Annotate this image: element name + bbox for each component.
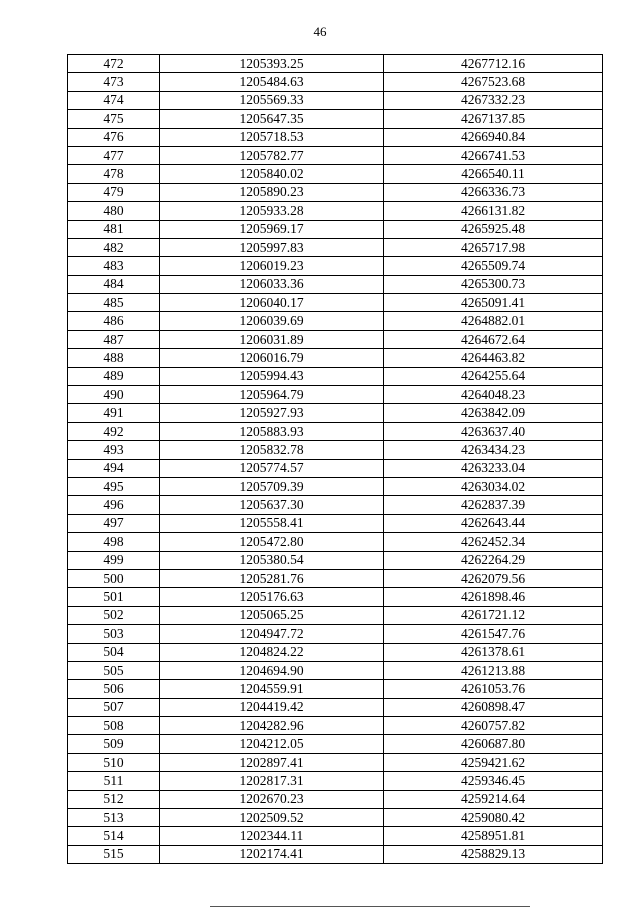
x-coordinate-cell: 1205774.57 — [160, 459, 384, 477]
point-number-cell: 493 — [68, 441, 160, 459]
x-coordinate-cell: 1202509.52 — [160, 809, 384, 827]
y-coordinate-cell: 4263434.23 — [384, 441, 603, 459]
y-coordinate-cell: 4262837.39 — [384, 496, 603, 514]
table-row — [68, 91, 603, 109]
x-coordinate-cell: 1205832.78 — [160, 441, 384, 459]
point-number-cell: 498 — [68, 533, 160, 551]
table-row — [68, 772, 603, 790]
x-coordinate-cell: 1205393.25 — [160, 55, 384, 73]
y-coordinate-cell: 4266336.73 — [384, 183, 603, 201]
point-number-cell: 485 — [68, 294, 160, 312]
x-coordinate-cell: 1205637.30 — [160, 496, 384, 514]
table-row — [68, 698, 603, 716]
point-number-cell: 473 — [68, 73, 160, 91]
table-row — [68, 110, 603, 128]
x-coordinate-cell: 1205065.25 — [160, 606, 384, 624]
point-number-cell: 486 — [68, 312, 160, 330]
y-coordinate-cell: 4266131.82 — [384, 202, 603, 220]
y-coordinate-cell: 4265300.73 — [384, 275, 603, 293]
x-coordinate-cell: 1202344.11 — [160, 827, 384, 845]
table-row — [68, 146, 603, 164]
table-row — [68, 238, 603, 256]
x-coordinate-cell: 1204559.91 — [160, 680, 384, 698]
point-number-cell: 507 — [68, 698, 160, 716]
point-number-cell: 474 — [68, 91, 160, 109]
y-coordinate-cell: 4259421.62 — [384, 753, 603, 771]
y-coordinate-cell: 4258829.13 — [384, 845, 603, 863]
table-row — [68, 753, 603, 771]
point-number-cell: 506 — [68, 680, 160, 698]
table-row — [68, 588, 603, 606]
y-coordinate-cell: 4261547.76 — [384, 625, 603, 643]
point-number-cell: 472 — [68, 55, 160, 73]
table-row — [68, 809, 603, 827]
x-coordinate-cell: 1205558.41 — [160, 514, 384, 532]
x-coordinate-cell: 1205709.39 — [160, 477, 384, 495]
y-coordinate-cell: 4267523.68 — [384, 73, 603, 91]
table-row — [68, 312, 603, 330]
table-row — [68, 606, 603, 624]
table-row — [68, 330, 603, 348]
y-coordinate-cell: 4264048.23 — [384, 386, 603, 404]
x-coordinate-cell: 1204212.05 — [160, 735, 384, 753]
table-row — [68, 55, 603, 73]
x-coordinate-cell: 1205281.76 — [160, 569, 384, 587]
table-row — [68, 790, 603, 808]
point-number-cell: 497 — [68, 514, 160, 532]
table-row — [68, 422, 603, 440]
table-row — [68, 294, 603, 312]
y-coordinate-cell: 4262643.44 — [384, 514, 603, 532]
y-coordinate-cell: 4266540.11 — [384, 165, 603, 183]
y-coordinate-cell: 4260687.80 — [384, 735, 603, 753]
y-coordinate-cell: 4258951.81 — [384, 827, 603, 845]
x-coordinate-cell: 1204282.96 — [160, 717, 384, 735]
table-row — [68, 128, 603, 146]
x-coordinate-cell: 1205994.43 — [160, 367, 384, 385]
point-number-cell: 515 — [68, 845, 160, 863]
y-coordinate-cell: 4265925.48 — [384, 220, 603, 238]
table-row — [68, 183, 603, 201]
x-coordinate-cell: 1202897.41 — [160, 753, 384, 771]
point-number-cell: 500 — [68, 569, 160, 587]
x-coordinate-cell: 1206039.69 — [160, 312, 384, 330]
y-coordinate-cell: 4260898.47 — [384, 698, 603, 716]
y-coordinate-cell: 4264882.01 — [384, 312, 603, 330]
point-number-cell: 514 — [68, 827, 160, 845]
x-coordinate-cell: 1202670.23 — [160, 790, 384, 808]
x-coordinate-cell: 1204824.22 — [160, 643, 384, 661]
table-row — [68, 643, 603, 661]
x-coordinate-cell: 1205176.63 — [160, 588, 384, 606]
table-row — [68, 73, 603, 91]
table-row — [68, 827, 603, 845]
point-number-cell: 503 — [68, 625, 160, 643]
y-coordinate-cell: 4261898.46 — [384, 588, 603, 606]
table-row — [68, 257, 603, 275]
x-coordinate-cell: 1202174.41 — [160, 845, 384, 863]
y-coordinate-cell: 4262079.56 — [384, 569, 603, 587]
x-coordinate-cell: 1205964.79 — [160, 386, 384, 404]
point-number-cell: 484 — [68, 275, 160, 293]
x-coordinate-cell: 1205782.77 — [160, 146, 384, 164]
point-number-cell: 509 — [68, 735, 160, 753]
point-number-cell: 499 — [68, 551, 160, 569]
point-number-cell: 502 — [68, 606, 160, 624]
point-number-cell: 488 — [68, 349, 160, 367]
y-coordinate-cell: 4262452.34 — [384, 533, 603, 551]
x-coordinate-cell: 1204947.72 — [160, 625, 384, 643]
y-coordinate-cell: 4263034.02 — [384, 477, 603, 495]
y-coordinate-cell: 4261721.12 — [384, 606, 603, 624]
point-number-cell: 487 — [68, 330, 160, 348]
table-row — [68, 533, 603, 551]
coordinates-table — [67, 54, 603, 864]
point-number-cell: 508 — [68, 717, 160, 735]
table-row — [68, 404, 603, 422]
table-row — [68, 220, 603, 238]
table-row — [68, 459, 603, 477]
y-coordinate-cell: 4260757.82 — [384, 717, 603, 735]
y-coordinate-cell: 4265509.74 — [384, 257, 603, 275]
point-number-cell: 505 — [68, 661, 160, 679]
y-coordinate-cell: 4259214.64 — [384, 790, 603, 808]
x-coordinate-cell: 1206040.17 — [160, 294, 384, 312]
table-row — [68, 717, 603, 735]
table-row — [68, 514, 603, 532]
point-number-cell: 480 — [68, 202, 160, 220]
x-coordinate-cell: 1205997.83 — [160, 238, 384, 256]
x-coordinate-cell: 1206033.36 — [160, 275, 384, 293]
table-row — [68, 165, 603, 183]
table-row — [68, 680, 603, 698]
point-number-cell: 475 — [68, 110, 160, 128]
point-number-cell: 495 — [68, 477, 160, 495]
table-row — [68, 735, 603, 753]
x-coordinate-cell: 1205472.80 — [160, 533, 384, 551]
point-number-cell: 511 — [68, 772, 160, 790]
x-coordinate-cell: 1205647.35 — [160, 110, 384, 128]
point-number-cell: 483 — [68, 257, 160, 275]
y-coordinate-cell: 4267137.85 — [384, 110, 603, 128]
table-row — [68, 202, 603, 220]
point-number-cell: 491 — [68, 404, 160, 422]
point-number-cell: 512 — [68, 790, 160, 808]
point-number-cell: 496 — [68, 496, 160, 514]
point-number-cell: 501 — [68, 588, 160, 606]
y-coordinate-cell: 4263233.04 — [384, 459, 603, 477]
x-coordinate-cell: 1205484.63 — [160, 73, 384, 91]
table-row — [68, 569, 603, 587]
x-coordinate-cell: 1206016.79 — [160, 349, 384, 367]
x-coordinate-cell: 1205969.17 — [160, 220, 384, 238]
x-coordinate-cell: 1204419.42 — [160, 698, 384, 716]
y-coordinate-cell: 4267332.23 — [384, 91, 603, 109]
table-row — [68, 386, 603, 404]
point-number-cell: 494 — [68, 459, 160, 477]
x-coordinate-cell: 1206019.23 — [160, 257, 384, 275]
point-number-cell: 481 — [68, 220, 160, 238]
y-coordinate-cell: 4263637.40 — [384, 422, 603, 440]
point-number-cell: 476 — [68, 128, 160, 146]
y-coordinate-cell: 4266940.84 — [384, 128, 603, 146]
table-row — [68, 477, 603, 495]
y-coordinate-cell: 4265717.98 — [384, 238, 603, 256]
coordinates-table-body — [68, 55, 603, 864]
x-coordinate-cell: 1205840.02 — [160, 165, 384, 183]
table-row — [68, 625, 603, 643]
x-coordinate-cell: 1205927.93 — [160, 404, 384, 422]
point-number-cell: 489 — [68, 367, 160, 385]
y-coordinate-cell: 4264255.64 — [384, 367, 603, 385]
y-coordinate-cell: 4262264.29 — [384, 551, 603, 569]
table-row — [68, 441, 603, 459]
table-row — [68, 496, 603, 514]
x-coordinate-cell: 1205933.28 — [160, 202, 384, 220]
point-number-cell: 504 — [68, 643, 160, 661]
point-number-cell: 482 — [68, 238, 160, 256]
table-row — [68, 367, 603, 385]
point-number-cell: 477 — [68, 146, 160, 164]
x-coordinate-cell: 1205380.54 — [160, 551, 384, 569]
y-coordinate-cell: 4267712.16 — [384, 55, 603, 73]
x-coordinate-cell: 1205883.93 — [160, 422, 384, 440]
page-number: 46 — [313, 24, 327, 39]
x-coordinate-cell: 1206031.89 — [160, 330, 384, 348]
y-coordinate-cell: 4261378.61 — [384, 643, 603, 661]
x-coordinate-cell: 1204694.90 — [160, 661, 384, 679]
point-number-cell: 492 — [68, 422, 160, 440]
table-row — [68, 661, 603, 679]
y-coordinate-cell: 4266741.53 — [384, 146, 603, 164]
point-number-cell: 490 — [68, 386, 160, 404]
y-coordinate-cell: 4264463.82 — [384, 349, 603, 367]
y-coordinate-cell: 4261053.76 — [384, 680, 603, 698]
point-number-cell: 478 — [68, 165, 160, 183]
y-coordinate-cell: 4264672.64 — [384, 330, 603, 348]
x-coordinate-cell: 1205890.23 — [160, 183, 384, 201]
x-coordinate-cell: 1205718.53 — [160, 128, 384, 146]
y-coordinate-cell: 4259080.42 — [384, 809, 603, 827]
bottom-rule — [210, 906, 530, 907]
point-number-cell: 513 — [68, 809, 160, 827]
y-coordinate-cell: 4259346.45 — [384, 772, 603, 790]
x-coordinate-cell: 1205569.33 — [160, 91, 384, 109]
y-coordinate-cell: 4265091.41 — [384, 294, 603, 312]
point-number-cell: 510 — [68, 753, 160, 771]
x-coordinate-cell: 1202817.31 — [160, 772, 384, 790]
table-row — [68, 845, 603, 863]
table-row — [68, 275, 603, 293]
y-coordinate-cell: 4263842.09 — [384, 404, 603, 422]
y-coordinate-cell: 4261213.88 — [384, 661, 603, 679]
point-number-cell: 479 — [68, 183, 160, 201]
table-row — [68, 349, 603, 367]
table-row — [68, 551, 603, 569]
